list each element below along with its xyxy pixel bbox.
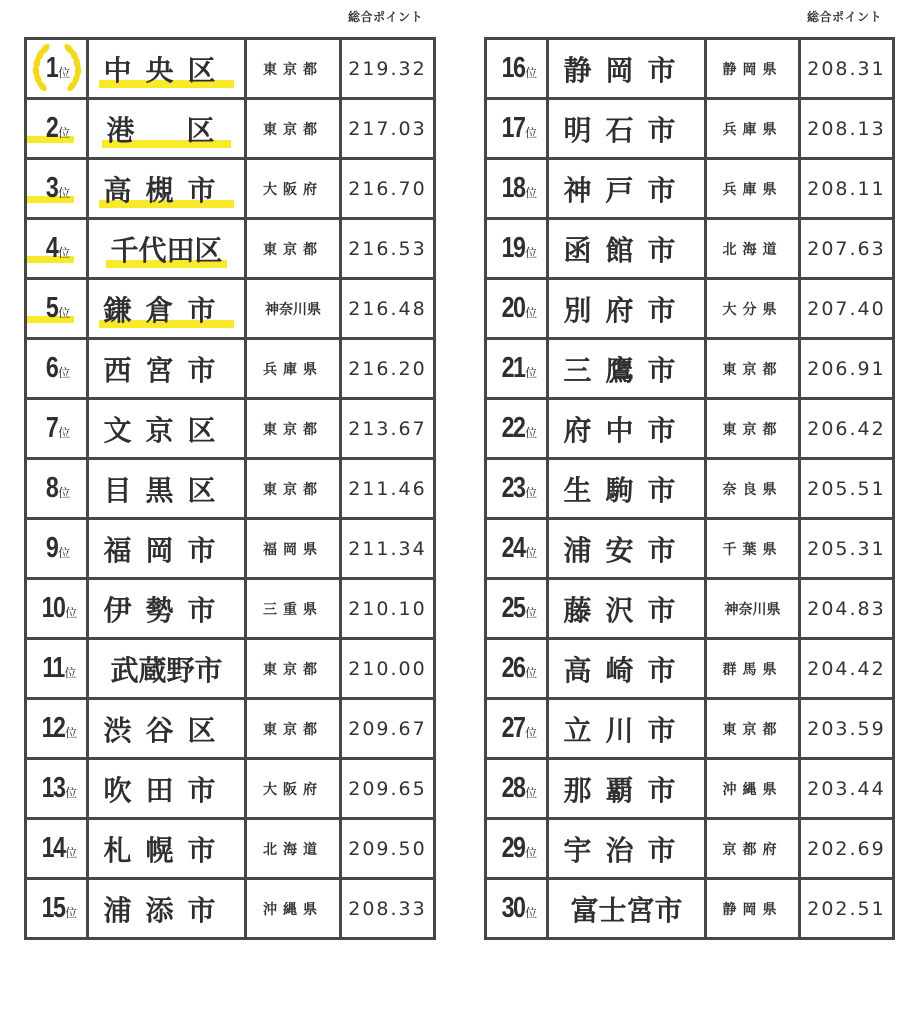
table-row	[26, 639, 435, 699]
prefecture-cell: 北海道	[706, 219, 800, 279]
rank-suffix: 位	[525, 786, 538, 800]
prefecture-cell: 神奈川県	[706, 579, 800, 639]
city-name: 浦安市	[563, 533, 690, 567]
rank-number: 19	[501, 232, 525, 264]
rank-cell	[486, 339, 548, 399]
rank-label	[492, 232, 541, 265]
city-name-cell	[548, 399, 706, 459]
city-name: 那覇市	[563, 773, 690, 807]
city-name-cell	[88, 219, 246, 279]
city-name-cell	[548, 39, 706, 99]
rank-suffix: 位	[65, 786, 78, 800]
city-name: 伊勢市	[103, 593, 230, 627]
rank-number: 27	[501, 712, 525, 744]
total-points-cell: 213.67	[341, 399, 435, 459]
rank-cell	[486, 879, 548, 939]
city-name-cell	[88, 39, 246, 99]
total-points-cell: 210.00	[341, 639, 435, 699]
prefecture-cell: 東京都	[706, 339, 800, 399]
rank-number: 23	[501, 472, 525, 504]
total-points-cell: 210.10	[341, 579, 435, 639]
table-row	[486, 639, 894, 699]
rank-suffix: 位	[525, 606, 538, 620]
city-name: 明石市	[563, 113, 690, 147]
city-name-cell	[88, 699, 246, 759]
rank-suffix: 位	[525, 366, 538, 380]
ranking-table-right	[484, 37, 895, 940]
rank-number: 7	[45, 412, 58, 444]
prefecture-cell: 大分県	[706, 279, 800, 339]
rank-label	[492, 892, 541, 925]
prefecture-cell: 東京都	[246, 219, 341, 279]
rank-cell	[486, 519, 548, 579]
rank-cell	[26, 519, 88, 579]
rank-suffix: 位	[58, 546, 71, 560]
rank-cell	[486, 699, 548, 759]
city-name-cell	[548, 219, 706, 279]
rank-cell	[26, 159, 88, 219]
total-points-cell: 211.46	[341, 459, 435, 519]
city-name: 高崎市	[563, 653, 690, 687]
city-name-cell	[548, 159, 706, 219]
rank-number: 16	[501, 52, 525, 84]
table-row	[486, 39, 894, 99]
table-row	[486, 759, 894, 819]
prefecture-cell: 東京都	[246, 99, 341, 159]
city-name: 福岡市	[103, 533, 230, 567]
rank-cell	[486, 459, 548, 519]
rank-suffix: 位	[65, 906, 78, 920]
rank-cell	[486, 159, 548, 219]
city-name: 生駒市	[563, 473, 690, 507]
rank-number: 25	[501, 592, 525, 624]
total-points-cell: 208.13	[800, 99, 894, 159]
prefecture-cell: 兵庫県	[706, 159, 800, 219]
prefecture-cell: 東京都	[246, 459, 341, 519]
prefecture-cell: 京都府	[706, 819, 800, 879]
total-points-cell: 208.33	[341, 879, 435, 939]
total-points-cell: 205.31	[800, 519, 894, 579]
rank-label	[492, 772, 541, 805]
rank-suffix: 位	[525, 66, 538, 80]
total-points-cell: 216.70	[341, 159, 435, 219]
city-name: 吹田市	[103, 773, 230, 807]
rank-number: 11	[41, 652, 64, 684]
city-name: 神戸市	[563, 173, 690, 207]
city-name-cell	[88, 639, 246, 699]
rank-number: 24	[501, 532, 525, 564]
rank-label	[492, 112, 541, 145]
rank-number: 14	[41, 832, 65, 864]
rank-cell	[26, 279, 88, 339]
table-row	[26, 219, 435, 279]
rank-label	[32, 592, 81, 625]
rank-label	[39, 232, 74, 265]
rank-suffix: 位	[58, 486, 71, 500]
table-row	[486, 819, 894, 879]
rank-number: 6	[45, 352, 58, 384]
city-name-cell	[88, 99, 246, 159]
city-name: 札幌市	[103, 833, 230, 867]
rank-cell	[26, 819, 88, 879]
rank-number: 15	[41, 892, 65, 924]
prefecture-cell: 沖縄県	[706, 759, 800, 819]
rank-label	[492, 532, 541, 565]
table-row	[26, 579, 435, 639]
rank-number: 3	[45, 172, 58, 204]
rank-number: 26	[501, 652, 525, 684]
total-points-cell: 205.51	[800, 459, 894, 519]
prefecture-cell: 東京都	[246, 639, 341, 699]
total-points-cell: 206.42	[800, 399, 894, 459]
city-name-cell	[548, 459, 706, 519]
city-name-cell	[548, 879, 706, 939]
rank-number: 1	[45, 52, 58, 84]
table-row	[26, 759, 435, 819]
total-points-header-left: 総合ポイント	[348, 10, 424, 24]
prefecture-cell: 奈良県	[706, 459, 800, 519]
table-row	[26, 279, 435, 339]
city-name-cell	[548, 639, 706, 699]
city-name: 府中市	[563, 413, 690, 447]
rank-suffix: 位	[525, 186, 538, 200]
city-name: 別府市	[563, 293, 690, 327]
rank-number: 28	[501, 772, 525, 804]
rank-label	[39, 412, 74, 445]
city-name: 港 区	[106, 109, 226, 149]
rank-suffix: 位	[525, 906, 538, 920]
rank-cell	[26, 39, 88, 99]
city-name: 鎌倉市	[103, 289, 229, 329]
rank-suffix: 位	[58, 366, 71, 380]
rank-cell	[26, 339, 88, 399]
table-row	[486, 879, 894, 939]
city-name-cell	[88, 759, 246, 819]
table-row	[486, 699, 894, 759]
city-name-cell	[88, 879, 246, 939]
table-row	[26, 399, 435, 459]
total-points-cell: 208.11	[800, 159, 894, 219]
rank-suffix: 位	[525, 126, 538, 140]
rank-cell	[486, 639, 548, 699]
city-name: 静岡市	[563, 53, 690, 87]
total-points-cell: 207.40	[800, 279, 894, 339]
city-name-cell	[548, 339, 706, 399]
prefecture-cell: 兵庫県	[706, 99, 800, 159]
rank-number: 8	[45, 472, 58, 504]
total-points-cell: 216.53	[341, 219, 435, 279]
rank-suffix: 位	[65, 606, 78, 620]
total-points-cell: 204.42	[800, 639, 894, 699]
table-row	[486, 159, 894, 219]
city-name-cell	[548, 519, 706, 579]
city-name-cell	[88, 399, 246, 459]
rank-cell	[26, 879, 88, 939]
rank-suffix: 位	[58, 306, 71, 320]
rank-label	[39, 172, 74, 205]
rank-number: 12	[41, 712, 65, 744]
city-name-cell	[88, 459, 246, 519]
rank-cell	[486, 99, 548, 159]
rank-suffix: 位	[58, 186, 71, 200]
table-row	[486, 219, 894, 279]
rank-suffix: 位	[525, 666, 538, 680]
city-name: 宇治市	[563, 833, 690, 867]
rank-suffix: 位	[58, 426, 71, 440]
city-name: 富士宮市	[570, 893, 683, 927]
rank-label	[32, 832, 81, 865]
rank-number: 21	[501, 352, 525, 384]
rank-suffix: 位	[65, 726, 78, 740]
table-row	[486, 459, 894, 519]
rank-label	[39, 112, 74, 145]
city-name: 中央区	[103, 49, 229, 89]
rank-label	[492, 472, 541, 505]
city-name-cell	[88, 159, 246, 219]
rank-number: 20	[501, 292, 525, 324]
rank-suffix: 位	[65, 846, 78, 860]
table-row	[486, 519, 894, 579]
city-name-cell	[548, 579, 706, 639]
rank-label	[492, 412, 541, 445]
rank-label	[492, 52, 541, 85]
city-name: 三鷹市	[563, 353, 690, 387]
table-row	[486, 279, 894, 339]
prefecture-cell: 東京都	[706, 699, 800, 759]
total-points-cell: 209.50	[341, 819, 435, 879]
total-points-cell: 216.48	[341, 279, 435, 339]
city-name: 武蔵野市	[110, 653, 223, 687]
city-name: 立川市	[563, 713, 690, 747]
table-row	[26, 459, 435, 519]
rank-label	[32, 772, 81, 805]
city-name: 高槻市	[103, 169, 229, 209]
total-points-cell: 209.65	[341, 759, 435, 819]
total-points-cell: 203.44	[800, 759, 894, 819]
rank-number: 13	[41, 772, 65, 804]
rank-cell	[26, 759, 88, 819]
city-name-cell	[88, 579, 246, 639]
rank-label	[39, 472, 74, 505]
total-points-cell: 211.34	[341, 519, 435, 579]
city-name: 渋谷区	[103, 713, 230, 747]
prefecture-cell: 千葉県	[706, 519, 800, 579]
table-row	[486, 399, 894, 459]
total-points-cell: 208.31	[800, 39, 894, 99]
rank-number: 5	[45, 292, 58, 324]
table-row	[26, 519, 435, 579]
table-row	[486, 339, 894, 399]
rank-cell	[486, 759, 548, 819]
city-name-cell	[548, 279, 706, 339]
table-row	[486, 579, 894, 639]
city-name-cell	[88, 279, 246, 339]
rank-number: 4	[45, 232, 58, 264]
prefecture-cell: 三重県	[246, 579, 341, 639]
prefecture-cell: 兵庫県	[246, 339, 341, 399]
rank-label	[492, 652, 541, 685]
rank-suffix: 位	[525, 846, 538, 860]
total-points-cell: 202.51	[800, 879, 894, 939]
rank-number: 18	[501, 172, 525, 204]
rank-cell	[26, 459, 88, 519]
prefecture-cell: 福岡県	[246, 519, 341, 579]
rank-cell	[486, 279, 548, 339]
rank-suffix: 位	[525, 306, 538, 320]
city-name-cell	[88, 519, 246, 579]
rank-cell	[26, 219, 88, 279]
rank-label	[492, 172, 541, 205]
rank-cell	[486, 579, 548, 639]
rank-number: 10	[41, 592, 65, 624]
rank-cell	[486, 39, 548, 99]
rank-label	[492, 352, 541, 385]
city-name-cell	[548, 819, 706, 879]
city-name: 西宮市	[103, 353, 230, 387]
prefecture-cell: 静岡県	[706, 39, 800, 99]
city-name: 目黒区	[103, 473, 230, 507]
total-points-cell: 216.20	[341, 339, 435, 399]
prefecture-cell: 大阪府	[246, 159, 341, 219]
ranking-table-left	[24, 37, 436, 940]
prefecture-cell: 東京都	[706, 399, 800, 459]
rank-cell	[486, 819, 548, 879]
prefecture-cell: 群馬県	[706, 639, 800, 699]
table-row	[26, 99, 435, 159]
city-name-cell	[548, 699, 706, 759]
rank-label	[39, 352, 74, 385]
rank-suffix: 位	[58, 66, 71, 80]
rank-cell	[26, 639, 88, 699]
total-points-cell: 202.69	[800, 819, 894, 879]
table-row	[26, 39, 435, 99]
rank-label	[32, 712, 81, 745]
rank-suffix: 位	[64, 666, 77, 680]
rank-label	[33, 652, 81, 685]
rank-cell	[26, 699, 88, 759]
total-points-cell: 219.32	[341, 39, 435, 99]
rank-cell	[486, 219, 548, 279]
prefecture-cell: 北海道	[246, 819, 341, 879]
rank-label	[39, 292, 74, 325]
table-row	[26, 339, 435, 399]
rank-suffix: 位	[525, 246, 538, 260]
rank-label	[32, 892, 81, 925]
total-points-cell: 217.03	[341, 99, 435, 159]
prefecture-cell: 沖縄県	[246, 879, 341, 939]
city-name-cell	[548, 759, 706, 819]
rank-suffix: 位	[525, 726, 538, 740]
rank-number: 17	[501, 112, 525, 144]
total-points-cell: 204.83	[800, 579, 894, 639]
prefecture-cell: 東京都	[246, 699, 341, 759]
prefecture-cell: 静岡県	[706, 879, 800, 939]
rank-label	[492, 592, 541, 625]
table-row	[26, 819, 435, 879]
rank-number: 30	[501, 892, 525, 924]
rank-number: 29	[501, 832, 525, 864]
rank-label	[39, 52, 74, 85]
rank-cell	[26, 579, 88, 639]
prefecture-cell: 大阪府	[246, 759, 341, 819]
prefecture-cell: 東京都	[246, 39, 341, 99]
rank-cell	[26, 99, 88, 159]
city-name: 藤沢市	[563, 593, 690, 627]
rank-suffix: 位	[58, 246, 71, 260]
rank-label	[39, 532, 74, 565]
city-name: 千代田区	[110, 229, 222, 269]
rank-label	[492, 292, 541, 325]
rank-suffix: 位	[58, 126, 71, 140]
rank-number: 2	[45, 112, 58, 144]
prefecture-cell: 東京都	[246, 399, 341, 459]
table-row	[26, 879, 435, 939]
total-points-cell: 207.63	[800, 219, 894, 279]
city-name-cell	[548, 99, 706, 159]
rank-label	[492, 832, 541, 865]
city-name-cell	[88, 339, 246, 399]
rank-number: 22	[501, 412, 525, 444]
rank-cell	[486, 399, 548, 459]
rank-suffix: 位	[525, 426, 538, 440]
total-points-cell: 206.91	[800, 339, 894, 399]
prefecture-cell: 神奈川県	[246, 279, 341, 339]
city-name: 文京区	[103, 413, 230, 447]
total-points-cell: 203.59	[800, 699, 894, 759]
rank-number: 9	[45, 532, 58, 564]
city-name: 浦添市	[103, 893, 230, 927]
rank-suffix: 位	[525, 486, 538, 500]
total-points-header-right: 総合ポイント	[807, 10, 883, 24]
city-name-cell	[88, 819, 246, 879]
rank-suffix: 位	[525, 546, 538, 560]
total-points-cell: 209.67	[341, 699, 435, 759]
rank-cell	[26, 399, 88, 459]
table-row	[26, 699, 435, 759]
rank-label	[492, 712, 541, 745]
table-row	[486, 99, 894, 159]
table-row	[26, 159, 435, 219]
city-name: 函館市	[563, 233, 690, 267]
